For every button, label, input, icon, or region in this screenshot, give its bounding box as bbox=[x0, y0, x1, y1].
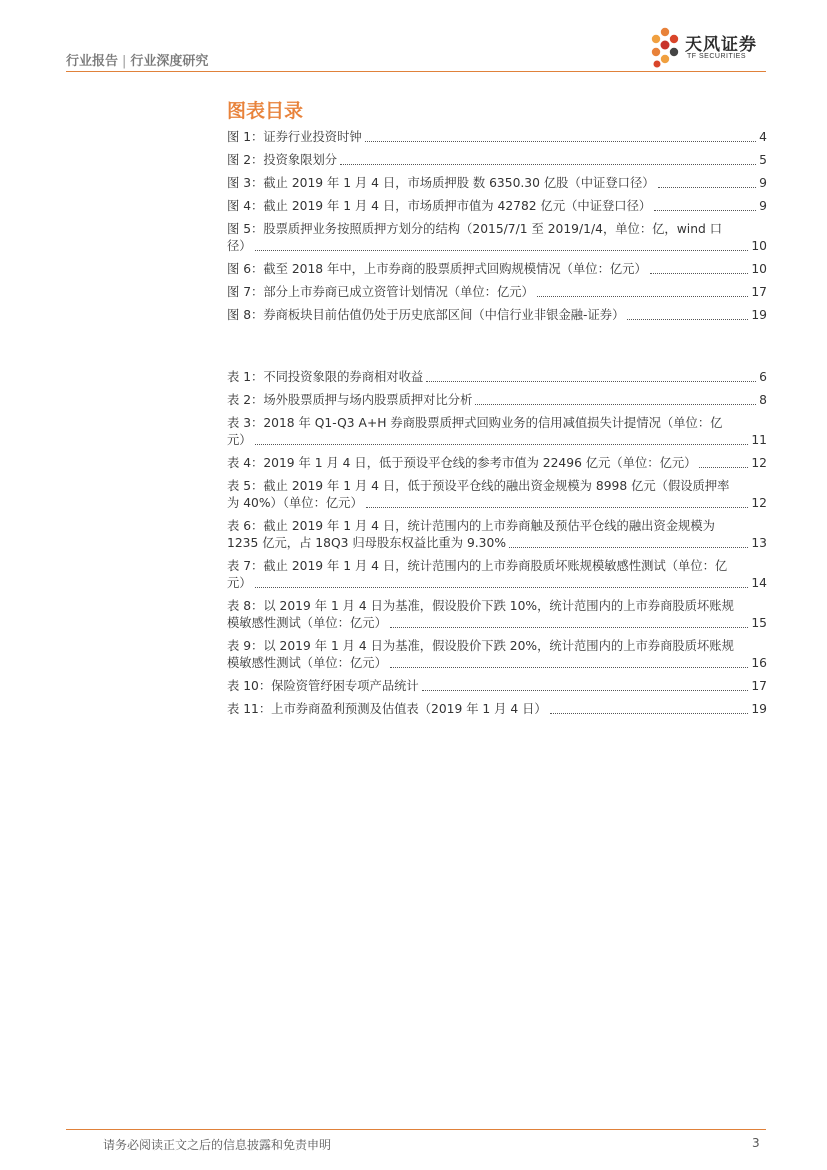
toc-leader bbox=[654, 210, 756, 211]
toc-entry-text: 表 10：保险资管纾困专项产品统计 bbox=[227, 679, 419, 693]
toc-entry[interactable] bbox=[227, 152, 767, 169]
report-subtype: 行业深度研究 bbox=[130, 54, 209, 69]
toc-entry-text: 表 1：不同投资象限的券商相对收益 bbox=[227, 370, 424, 384]
toc-leader bbox=[390, 627, 748, 628]
toc-leader bbox=[426, 381, 756, 382]
toc-page: 15 bbox=[751, 616, 767, 630]
toc-entry-text: 图 5：股票质押业务按照质押方划分的结构（2015/7/1 至 2019/1/4，单位：亿，wind 口 bbox=[227, 222, 723, 236]
toc-page: 10 bbox=[751, 262, 767, 276]
toc-leader bbox=[255, 444, 749, 445]
toc-entry[interactable] bbox=[227, 455, 767, 472]
toc-entry-text-cont: 模敏感性测试（单位：亿元） bbox=[227, 656, 387, 670]
toc-page: 12 bbox=[751, 496, 767, 510]
toc-entry-text: 表 5：截止 2019 年 1 月 4 日，低于预设平仓线的融出资金规模为 8998 亿元（假设质押率 bbox=[227, 479, 730, 493]
toc-page: 9 bbox=[759, 199, 767, 213]
toc-entry[interactable] bbox=[227, 198, 767, 215]
toc-entry[interactable] bbox=[227, 284, 767, 301]
toc-entry-text: 图 1：证券行业投资时钟 bbox=[227, 130, 362, 144]
section-title: 图表目录 bbox=[227, 100, 304, 122]
toc-page: 19 bbox=[751, 308, 767, 322]
toc-entry[interactable] bbox=[227, 701, 767, 718]
toc-page: 16 bbox=[751, 656, 767, 670]
toc-page: 12 bbox=[751, 456, 767, 470]
toc-leader bbox=[422, 690, 749, 691]
toc-page: 10 bbox=[751, 239, 767, 253]
toc-leader bbox=[255, 587, 749, 588]
toc-entry-text: 图 7：部分上市券商已成立资管计划情况（单位：亿元） bbox=[227, 285, 534, 299]
toc-entry-text-cont: 1235 亿元，占 18Q3 归母股东权益比重为 9.30% bbox=[227, 536, 507, 550]
company-logo bbox=[648, 26, 773, 72]
figure-list bbox=[227, 129, 767, 330]
toc-entry[interactable] bbox=[227, 415, 767, 449]
toc-entry-text-cont: 模敏感性测试（单位：亿元） bbox=[227, 616, 387, 630]
report-type: 行业报告 bbox=[66, 54, 119, 69]
toc-entry[interactable] bbox=[227, 678, 767, 695]
toc-entry[interactable] bbox=[227, 558, 767, 592]
toc-leader bbox=[255, 250, 749, 251]
footer-divider bbox=[66, 1129, 766, 1130]
toc-leader bbox=[475, 404, 756, 405]
toc-leader bbox=[699, 467, 748, 468]
table-list bbox=[227, 369, 767, 724]
toc-entry-text: 表 4：2019 年 1 月 4 日，低于预设平仓线的参考市值为 22496 亿元（单位：亿元） bbox=[227, 456, 697, 470]
logo-subtitle: TF SECURITIES bbox=[687, 53, 747, 60]
toc-leader bbox=[509, 547, 748, 548]
toc-entry-text: 图 3：截止 2019 年 1 月 4 日，市场质押股 数 6350.30 亿股（中证登口径） bbox=[227, 176, 655, 190]
toc-page: 5 bbox=[759, 153, 767, 167]
toc-entry[interactable] bbox=[227, 638, 767, 672]
toc-entry-text: 图 4：截止 2019 年 1 月 4 日，市场质押市值为 42782 亿元（中证登口径） bbox=[227, 199, 652, 213]
toc-entry[interactable] bbox=[227, 175, 767, 192]
toc-page: 9 bbox=[759, 176, 767, 190]
toc-entry[interactable] bbox=[227, 261, 767, 278]
toc-leader bbox=[537, 296, 748, 297]
page-number: 3 bbox=[752, 1136, 760, 1150]
toc-entry[interactable] bbox=[227, 598, 767, 632]
toc-entry[interactable] bbox=[227, 392, 767, 409]
toc-entry-text-cont: 元） bbox=[227, 576, 252, 590]
toc-leader bbox=[658, 187, 757, 188]
toc-page: 14 bbox=[751, 576, 767, 590]
toc-entry-text: 表 7：截止 2019 年 1 月 4 日，统计范围内的上市券商股质坏账规模敏感性测试（单位：亿 bbox=[227, 559, 728, 573]
logo-wordmark: 天风证券 bbox=[685, 35, 757, 55]
flower-logo-icon bbox=[648, 26, 682, 70]
toc-entry-text-cont: 元） bbox=[227, 433, 252, 447]
toc-leader bbox=[650, 273, 749, 274]
toc-leader bbox=[627, 319, 748, 320]
toc-entry-text: 图 2：投资象限划分 bbox=[227, 153, 338, 167]
toc-entry-text: 表 11：上市券商盈利预测及估值表（2019 年 1 月 4 日） bbox=[227, 702, 547, 716]
toc-entry-text: 图 8：券商板块目前估值仍处于历史底部区间（中信行业非银金融-证券） bbox=[227, 308, 625, 322]
toc-entry[interactable] bbox=[227, 221, 767, 255]
footer-disclaimer: 请务必阅读正文之后的信息披露和免责申明 bbox=[103, 1138, 332, 1152]
toc-page: 13 bbox=[751, 536, 767, 550]
toc-entry[interactable] bbox=[227, 478, 767, 512]
toc-entry[interactable] bbox=[227, 307, 767, 324]
toc-page: 17 bbox=[751, 285, 767, 299]
toc-entry-text: 表 8：以 2019 年 1 月 4 日为基准，假设股价下跌 10%，统计范围内的上市券商股质坏账规 bbox=[227, 599, 734, 613]
toc-entry-text: 表 6：截止 2019 年 1 月 4 日，统计范围内的上市券商触及预估平仓线的融出资金规模为 bbox=[227, 519, 715, 533]
toc-leader bbox=[550, 713, 749, 714]
header-separator: | bbox=[122, 54, 127, 69]
toc-page: 11 bbox=[751, 433, 767, 447]
toc-page: 8 bbox=[759, 393, 767, 407]
toc-page: 19 bbox=[751, 702, 767, 716]
toc-leader bbox=[365, 141, 756, 142]
toc-entry-text-cont: 为 40%）（单位：亿元） bbox=[227, 496, 363, 510]
toc-leader bbox=[390, 667, 748, 668]
toc-entry[interactable] bbox=[227, 129, 767, 146]
toc-entry-text: 表 9：以 2019 年 1 月 4 日为基准，假设股价下跌 20%，统计范围内的上市券商股质坏账规 bbox=[227, 639, 734, 653]
toc-page: 4 bbox=[759, 130, 767, 144]
toc-entry[interactable] bbox=[227, 518, 767, 552]
toc-entry-text-cont: 径） bbox=[227, 239, 252, 253]
header-divider bbox=[66, 71, 766, 72]
toc-page: 17 bbox=[751, 679, 767, 693]
toc-page: 6 bbox=[759, 370, 767, 384]
toc-leader bbox=[366, 507, 749, 508]
toc-entry-text: 表 2：场外股票质押与场内股票质押对比分析 bbox=[227, 393, 473, 407]
toc-leader bbox=[340, 164, 756, 165]
toc-entry-text: 图 6：截至 2018 年中，上市券商的股票质押式回购规模情况（单位：亿元） bbox=[227, 262, 647, 276]
toc-entry-text: 表 3：2018 年 Q1-Q3 A+H 券商股票质押式回购业务的信用减值损失计提情况（单位：亿 bbox=[227, 416, 723, 430]
header-category bbox=[66, 50, 208, 69]
toc-entry[interactable] bbox=[227, 369, 767, 386]
